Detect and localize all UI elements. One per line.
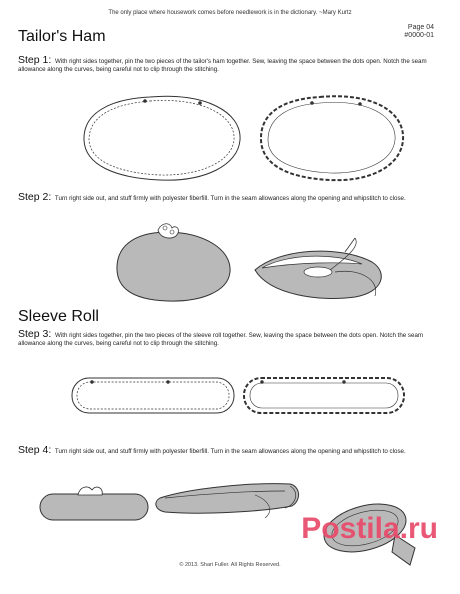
page-code: #0000-01 [404,32,434,39]
page-label: Page 04 [407,24,434,31]
ham-piece-stitched [84,96,240,180]
step-4-label: Step 4: [18,444,52,456]
copyright-notice: © 2013. Shari Fuller. All Rights Reserved. [179,562,281,568]
step-1-text: With right sides together, pin the two pieces of the tailor's ham together. Sew, leaving the space between the dots open. Notch the seam allowance along the curves, being careful not to clip through the stitching. [18,58,427,73]
step-2-label: Step 2: [18,191,52,203]
section-title-sleeve-roll: Sleeve Roll [18,308,99,325]
ham-piece-notched [261,96,403,180]
step-2-text: Turn right side out, and stuff firmly with polyester fiberfill. Turn in the seam allowances along the opening and whipstitch to close. [54,195,406,202]
ham-whipstitched [255,238,381,299]
step-1-label: Step 1: [18,54,52,66]
sleeve-roll-stitched [72,378,234,413]
page-title: Tailor's Ham [18,28,106,45]
step-3-text: With right sides together, pin the two pieces of the sleeve roll together. Sew, leaving the space between the dots open. Notch the seam allowance along the curves, being careful not to clip through the stitching. [18,332,424,347]
step-3-label: Step 3: [18,328,52,340]
sleeve-roll-whipstitched [156,484,299,518]
sleeve-roll-stuffed [40,487,148,520]
watermark-logo: Postila.ru [301,512,438,545]
ham-stuffed [117,224,230,301]
header-quote: The only place where housework comes before needlework is in the dictionary. ~Mary Kurtz [108,10,352,16]
step-4-text: Turn right side out, and stuff firmly with polyester fiberfill. Turn in the seam allowances along the opening and whipstitch to close. [54,448,406,455]
sleeve-roll-notched [244,378,404,413]
